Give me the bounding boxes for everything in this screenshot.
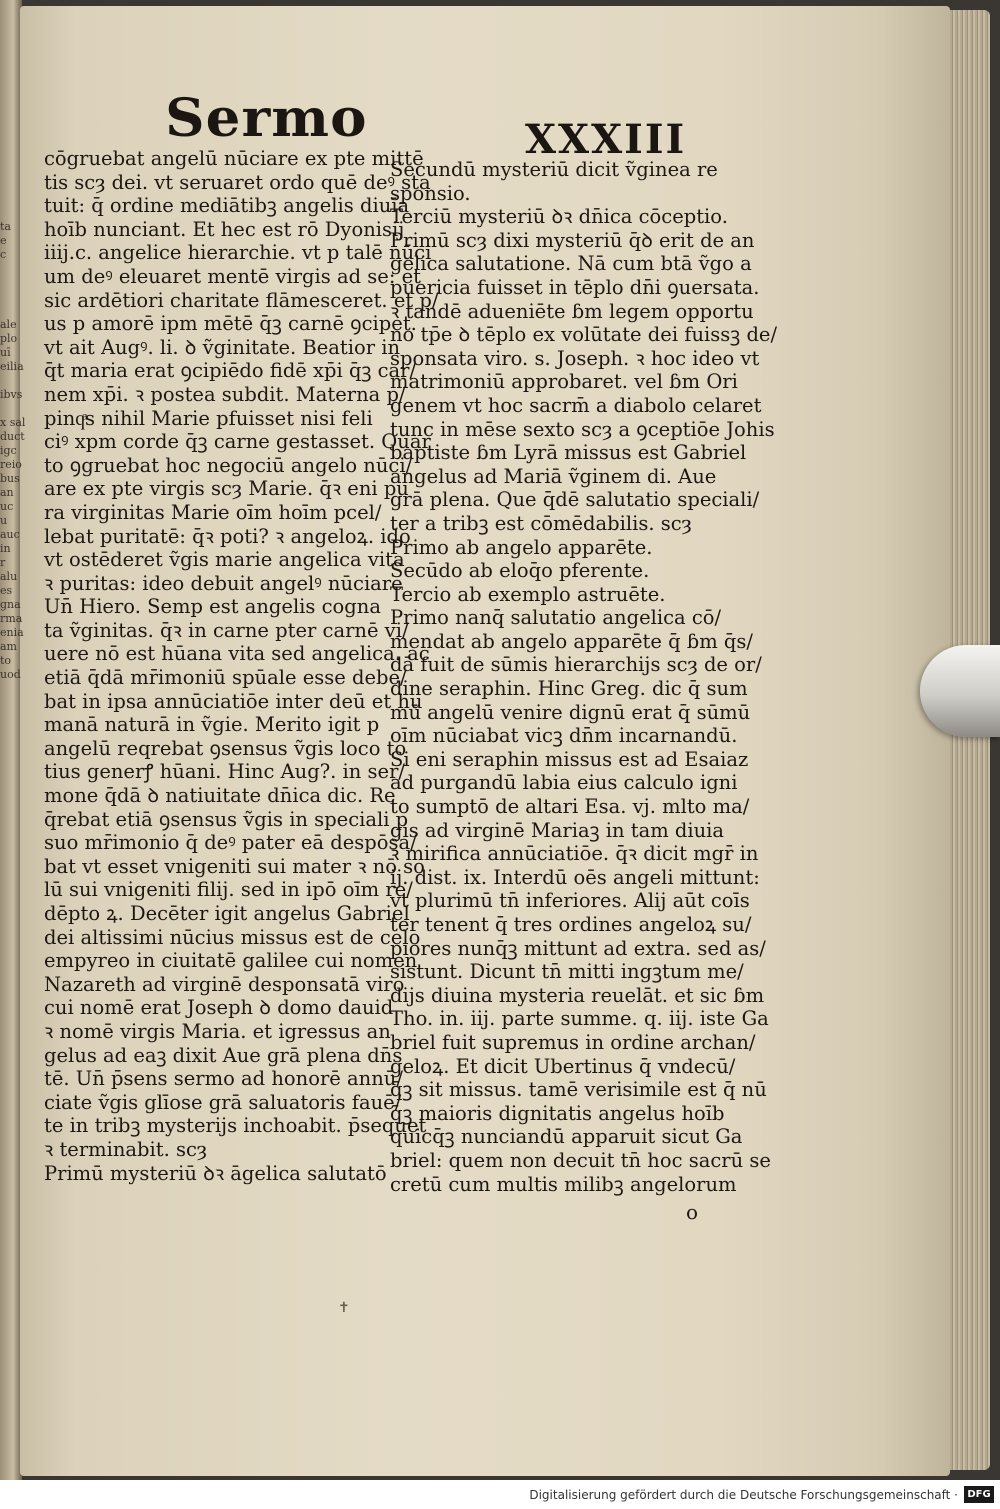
text-line: vt ostēderet ṽgis marie angelica vita xyxy=(44,548,405,572)
text-line: uere nō est hūana vita sed angelica. ac xyxy=(44,642,430,666)
text-line: mendat ab angelo apparēte q̄ ɓm q̄s/ xyxy=(390,629,753,653)
text-line: ciate ṽgis glīose grā saluatoris fauē/ xyxy=(44,1090,402,1114)
text-line: ij. dist. ix. Interdū oēs angeli mittunt: xyxy=(390,865,760,889)
text-line: vt ait Augꝰ. li. ꝺ ṽginitate. Beatior in xyxy=(44,335,401,359)
text-line: oīm nūciabat vicꝫ dn̄m incarnandū. xyxy=(390,724,738,748)
text-line: ꝛ puritas: ideo debuit angelꝰ nūciare xyxy=(44,571,403,595)
text-line: Primū mysteriū ꝺꝛ āgelica salutatō xyxy=(44,1161,387,1185)
text-line: dā fuit de sūmis hierarchijs scȝ de or/ xyxy=(390,653,762,677)
text-line: manā naturā in ṽgie. Merito igit p xyxy=(44,713,380,737)
text-line: briel: quem non decuit tn̄ hoc sacrū se xyxy=(390,1148,771,1172)
text-line: piores nunq̄ꝫ mittunt ad extra. sed as/ xyxy=(390,936,766,960)
text-line: um deꝰ eleuaret mentē virgis ad se: et xyxy=(44,264,421,288)
footer-bar xyxy=(0,1480,1000,1509)
text-line: q̄ꝫ sit missus. tamē verisimile est q̄ nū xyxy=(390,1078,767,1102)
text-line: gelus ad eaꝫ dixit Aue grā plena dn̄s xyxy=(44,1043,403,1067)
text-line: dei altissimi nūcius missus est de celo xyxy=(44,925,421,949)
text-line: cui nomē erat Joseph ꝺ domo dauid xyxy=(44,996,394,1020)
text-line: Secundū mysteriū dicit ṽginea re xyxy=(390,158,718,181)
dfg-logo: DFG xyxy=(964,1486,994,1503)
text-line: q̄t maria erat ꝯcipiēdo fidē xp̄i q̄ꝫ car/ xyxy=(44,359,417,383)
footer-credit: Digitalisierung gefördert durch die Deutsche Forschungsgemeinschaft · xyxy=(529,1488,958,1502)
left-page-bleed-text: ta e c ale plo uī eilia ibvs x sal duct igc reio bus an uc u auc in r alu es gna rma enia am to uod xyxy=(0,220,26,681)
text-line: sponsata viro. s. Joseph. ꝛ hoc ideo vt xyxy=(390,346,760,370)
text-line: iiij.c. angelice hierarchie. vt p talē nūci xyxy=(44,241,432,265)
text-line: Tercio ab exemplo astruēte. xyxy=(390,582,666,606)
text-line: sic ardētiori charitate flāmesceret. et p/ xyxy=(44,288,439,312)
running-head-left: Sermo xyxy=(165,88,368,149)
text-line: sistunt. Dicunt tn̄ mitti ingꝫtum me/ xyxy=(390,960,744,984)
text-line: geloꝝ. Et dicit Ubertinus q̄ vndecū/ xyxy=(390,1054,736,1078)
text-line: ꝛ tandē adueniēte ɓm legem opportu xyxy=(390,299,754,323)
text-line: Si eni seraphin missus est ad Esaiaz xyxy=(390,747,749,771)
text-line: genem vt hoc sacrm̄ a diabolo celaret xyxy=(390,393,762,417)
text-line: dēpto ꝝ. Decēter igit angelus Gabriel xyxy=(44,902,410,925)
text-line: us p amorē ipm mētē q̄ꝫ carnē ꝯcipet. xyxy=(44,312,417,336)
text-line: pinqͣs nihil Marie pfuisset nisi feli xyxy=(44,406,373,430)
text-line: Nazareth ad virginē desponsatā viro xyxy=(44,972,405,996)
text-line: to ꝯgruebat hoc negociū angelo nūci/ xyxy=(44,453,413,477)
text-line: ter a tribꝫ est cōmēdabilis. scȝ xyxy=(390,511,692,535)
text-line: briel fuit supremus in ordine archan/ xyxy=(390,1030,756,1054)
text-line: grā plena. Que q̄dē salutatio speciali/ xyxy=(390,488,760,512)
margin-mark: ✝ xyxy=(338,1300,350,1316)
text-line: empyreo in ciuitatē galilee cui nomen xyxy=(44,949,418,973)
text-line: q̄ꝫ maioris dignitatis angelus hoīb xyxy=(390,1101,725,1125)
text-line: hoīb nunciant. Et hec est rō Dyonisij xyxy=(44,217,405,241)
catchword-mark: o xyxy=(686,1200,699,1224)
text-line: ciꝰ xpm corde q̄ꝫ carne gestasset. Quar xyxy=(44,430,431,454)
text-line: ra virginitas Marie oīm hoīm pcel/ xyxy=(44,500,382,524)
text-line: baptiste ɓm Lyrā missus est Gabriel xyxy=(390,441,747,465)
text-line: Un̄ Hiero. Semp est angelis cogna xyxy=(44,595,381,619)
text-line: cretū cum multis milibꝫ angelorum xyxy=(390,1172,737,1196)
text-line: to sumptō de altari Esa. vj. mlto ma/ xyxy=(390,795,750,819)
text-line: sponsio. xyxy=(390,181,471,205)
text-line: q̄rebat etiā ꝯsensus ṽgis in speciali p xyxy=(44,807,409,831)
text-line: tuit: q̄ ordine mediātibꝫ angelis diuīa xyxy=(44,194,410,218)
text-line: ꝛ terminabit. scȝ xyxy=(44,1137,208,1161)
text-line: ta ṽginitas. q̄ꝛ in carne pter carnē vi/ xyxy=(44,618,409,642)
text-line: no tp̄e ꝺ tēplo ex volūtate dei fuissꝫ de/ xyxy=(390,323,778,347)
text-line: ad purgandū labia eius calculo igni xyxy=(390,771,738,795)
text-column-right xyxy=(390,158,778,1196)
text-line: suo mr̄imonio q̄ deꝰ pater eā despōsa/ xyxy=(44,831,417,855)
text-line: angelus ad Mariā ṽginem di. Aue xyxy=(390,464,717,488)
text-line: gis ad virginē Mariaꝫ in tam diuia xyxy=(390,818,725,842)
text-line: dine seraphin. Hinc Greg. dic q̄ sum xyxy=(390,677,748,701)
text-line: quicq̄ꝫ nunciandū apparuit sicut Ga xyxy=(390,1125,743,1149)
text-line: tis scȝ dei. vt seruaret ordo quē deꝰ sta xyxy=(44,170,431,194)
text-line: mū angelū venire dignū erat q̄ sūmū xyxy=(390,700,751,724)
text-line: etiā q̄dā mr̄imoniū spūale esse debe/ xyxy=(44,666,407,690)
page-stack-edge xyxy=(945,10,990,1470)
text-line: Tho. in. iij. parte summe. q. iij. iste Ga xyxy=(390,1007,769,1031)
text-line: cōgruebat angelū nūciare ex pte mittē xyxy=(44,147,424,170)
text-line: ter tenent q̄ tres ordines angeloꝝ su/ xyxy=(390,913,752,936)
text-line: Terciū mysteriū ꝺꝛ dn̄ica cōceptio. xyxy=(390,205,728,229)
text-line: angelū reqrebat ꝯsensus ṽgis loco to xyxy=(44,736,407,760)
text-line: dijs diuina mysteria reuelāt. et sic ɓm xyxy=(390,983,765,1007)
text-line: ꝛ nomē virgis Maria. et igressus an xyxy=(44,1019,391,1043)
text-line: vt plurimū tn̄ inferiores. Alij aūt coīs xyxy=(390,889,750,913)
text-line: lebat puritatē: q̄ꝛ poti? ꝛ angeloꝝ. ido xyxy=(44,524,411,548)
text-line: mone q̄dā ꝺ natiuitate dn̄ica dic. Re xyxy=(44,784,396,808)
text-line: ꝛ mirifica annūciatiōe. q̄ꝛ dicit mgr̄ in xyxy=(390,842,759,866)
text-line: matrimoniū approbaret. vel ɓm Ori xyxy=(390,370,738,394)
text-line: Secūdo ab eloq̄o pferente. xyxy=(390,559,650,583)
text-line: Primo nanq̄ salutatio angelica cō/ xyxy=(390,606,722,630)
text-line: tunc in mēse sexto scȝ a ꝯceptiōe Johis xyxy=(390,417,775,441)
text-line: are ex pte virgis scȝ Marie. q̄ꝛ eni pu xyxy=(44,477,409,501)
text-line: bat in ipsa annūciatiōe inter deū et hu xyxy=(44,689,423,713)
text-line: Primū scȝ dixi mysteriū q̄ꝺ erit de an xyxy=(390,228,755,252)
text-line: tius generꝭ hūani. Hinc Aug?. in ser/ xyxy=(44,760,405,784)
text-line: tē. Un̄ p̄sens sermo ad honorē annū/ xyxy=(44,1067,403,1091)
folio-number: XXXIII xyxy=(525,116,687,163)
text-line: gelica salutatione. Nā cum btā ṽgo a xyxy=(390,252,752,276)
text-line: nem xp̄i. ꝛ postea subdit. Materna p/ xyxy=(44,382,406,406)
text-line: Primo ab angelo apparēte. xyxy=(390,535,653,559)
text-line: te in tribꝫ mysterijs inchoabit. p̄sequet xyxy=(44,1114,427,1138)
text-line: puericia fuisset in tēplo dn̄i ꝯuersata. xyxy=(390,275,760,299)
text-line: lū sui vnigeniti filij. sed in ipō oīm re/ xyxy=(44,878,413,902)
text-line: bat vt esset vnigeniti sui mater ꝛ nō so xyxy=(44,854,425,878)
